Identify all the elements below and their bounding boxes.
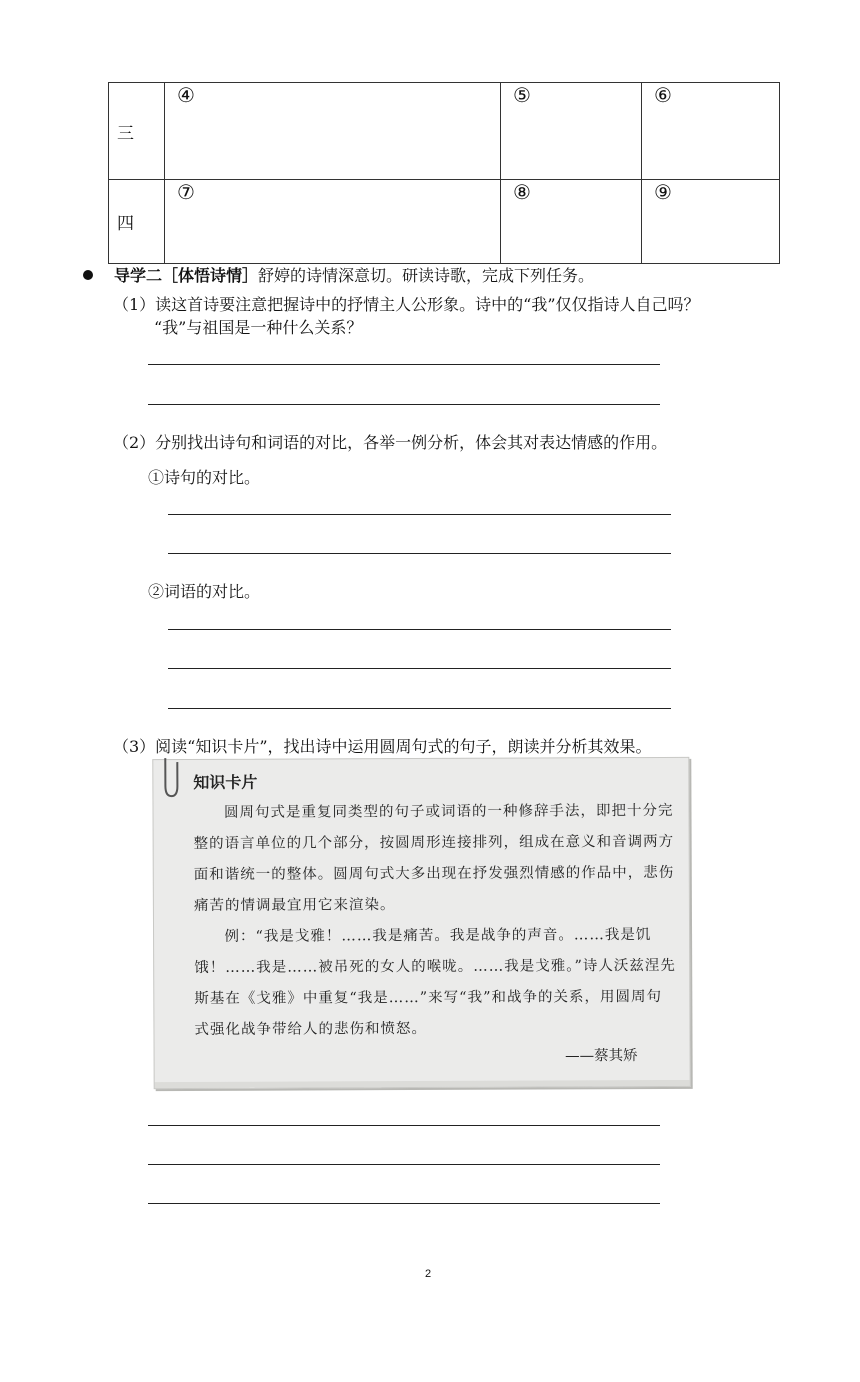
- answer-line[interactable]: [148, 404, 660, 405]
- cell-number: ⑥: [654, 83, 672, 107]
- question-2-sub1: ①诗句的对比。: [148, 468, 261, 487]
- answer-cell[interactable]: [165, 180, 501, 264]
- answer-line[interactable]: [168, 514, 671, 515]
- table-row: [109, 83, 780, 180]
- answer-line[interactable]: [168, 708, 671, 709]
- answer-cell[interactable]: [642, 180, 780, 264]
- section-heading-rest: 舒婷的诗情深意切。研读诗歌，完成下列任务。: [258, 266, 595, 285]
- card-body: [193, 796, 676, 1046]
- paperclip-icon: [157, 756, 187, 800]
- answer-table: [108, 82, 780, 264]
- card-title: 知识卡片: [193, 772, 258, 792]
- answer-line[interactable]: [148, 1203, 660, 1204]
- card-paragraph: 例：“我是戈雅！……我是痛苦。我是战争的声音。……我是饥饿！……我是……被吊死的女人的喉咙。……我是戈雅。”诗人沃兹涅先斯基在《戈雅》中重复“我是……”来写“我”和战争的关系，用圆周句式强化战争带给人的悲伤和愤怒。: [194, 926, 676, 1038]
- answer-line[interactable]: [168, 553, 671, 554]
- answer-line[interactable]: [148, 1164, 660, 1165]
- row-label: 三: [109, 83, 165, 180]
- row-label: 四: [109, 180, 165, 264]
- question-3: （3）阅读“知识卡片”，找出诗中运用圆周句式的句子，朗读并分析其效果。: [113, 737, 652, 756]
- cell-number: ④: [177, 83, 195, 107]
- section-heading: [114, 266, 594, 286]
- cell-number: ⑨: [654, 180, 672, 204]
- section-heading-prefix: 导学二［体悟诗情］: [114, 266, 259, 285]
- bullet-icon: [83, 270, 93, 280]
- answer-cell[interactable]: [501, 180, 642, 264]
- answer-cell[interactable]: [642, 83, 780, 180]
- cell-number: ⑦: [177, 180, 195, 204]
- answer-line[interactable]: [168, 629, 671, 630]
- answer-cell[interactable]: [165, 83, 501, 180]
- cell-number: ⑧: [513, 180, 531, 204]
- card-paragraph: 圆周句式是重复同类型的句子或词语的一种修辞手法，即把十分完整的语言单位的几个部分，按圆周形连接排列，组成在意义和音调两方面和谐统一的整体。圆周句式大多出现在抒发强烈情感的作品中，悲伤痛苦的情调最宜用它来渲染。: [193, 802, 675, 914]
- answer-line[interactable]: [148, 364, 660, 365]
- answer-line[interactable]: [168, 668, 671, 669]
- answer-cell[interactable]: [501, 83, 642, 180]
- card-signature: ——蔡其矫: [565, 1048, 638, 1065]
- question-2-sub2: ②词语的对比。: [148, 582, 261, 601]
- knowledge-card: [152, 757, 690, 1089]
- question-2: （2）分别找出诗句和词语的对比，各举一例分析，体会其对表达情感的作用。: [113, 433, 668, 452]
- page-number: 2: [425, 1268, 432, 1280]
- table-row: [109, 180, 780, 264]
- question-1-line1: （1）读这首诗要注意把握诗中的抒情主人公形象。诗中的“我”仅仅指诗人自己吗？: [113, 295, 700, 314]
- question-1-line2: “我”与祖国是一种什么关系？: [154, 318, 363, 337]
- cell-number: ⑤: [513, 83, 531, 107]
- answer-line[interactable]: [148, 1125, 660, 1126]
